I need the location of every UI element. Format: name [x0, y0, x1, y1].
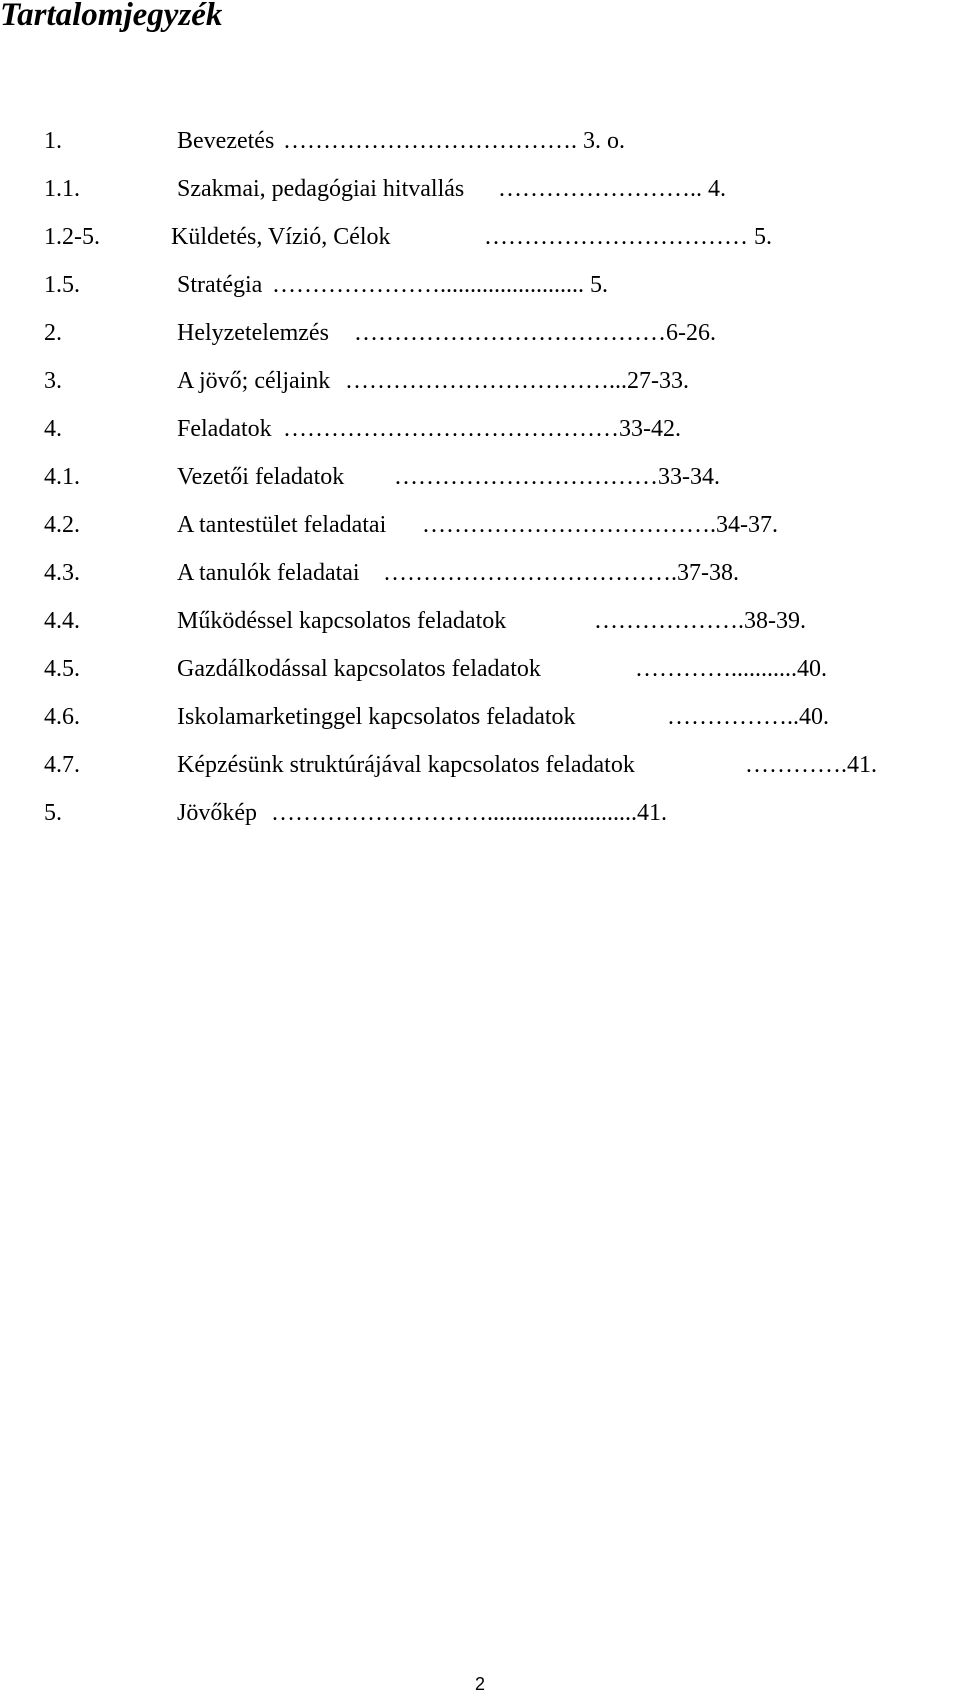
- toc-entry-number: 5.: [44, 800, 62, 826]
- toc-entry-leader: ……………….38-39.: [594, 608, 806, 634]
- toc-entry: [44, 367, 934, 415]
- toc-entry-number: 1.: [44, 128, 62, 154]
- toc-entry-title: Gazdálkodással kapcsolatos feladatok: [177, 656, 541, 682]
- toc-entry-leader: ……………………………….37-38.: [383, 560, 739, 586]
- toc-entry-leader: …………………………………6-26.: [354, 320, 716, 346]
- toc-entry-leader: ……………………….........................41.: [271, 800, 667, 826]
- toc-entry-number: 4.3.: [44, 560, 80, 586]
- toc-entry-number: 4.7.: [44, 752, 80, 778]
- toc-entry: [44, 751, 934, 799]
- toc-entry-leader: ……………………………………33-42.: [283, 416, 681, 442]
- toc-entry: [44, 463, 934, 511]
- toc-entry: [44, 559, 934, 607]
- toc-entry-leader: ……………………………….34-37.: [422, 512, 778, 538]
- toc-entry: [44, 655, 934, 703]
- toc-entry-title: A jövő; céljaink: [177, 368, 331, 394]
- toc-entry-leader: …………...........40.: [635, 656, 827, 682]
- toc-entry: [44, 127, 934, 175]
- toc-entry-title: Helyzetelemzés: [177, 320, 329, 346]
- toc-entry-number: 4.4.: [44, 608, 80, 634]
- toc-entry-number: 2.: [44, 320, 62, 346]
- toc-entry-title: Működéssel kapcsolatos feladatok: [177, 608, 507, 634]
- toc-entry-leader: ………….41.: [745, 752, 877, 778]
- toc-entry-title: Vezetői feladatok: [177, 464, 345, 490]
- toc-entry: [44, 415, 934, 463]
- toc-entry-leader: …………………........................ 5.: [272, 272, 608, 298]
- toc-entry: [44, 607, 934, 655]
- toc-entry-leader: ……………………………33-34.: [394, 464, 720, 490]
- toc-entry-title: Feladatok: [177, 416, 272, 442]
- toc-entry-title: Jövőkép: [177, 800, 257, 826]
- toc-entry-title: A tantestület feladatai: [177, 512, 387, 538]
- toc-entry-title: Képzésünk struktúrájával kapcsolatos feladatok: [177, 752, 635, 778]
- toc-entry: [44, 799, 934, 847]
- table-of-contents: [44, 127, 934, 847]
- toc-entry-number: 4.: [44, 416, 62, 442]
- toc-entry-number: 4.6.: [44, 704, 80, 730]
- toc-entry-number: 1.2-5.: [44, 224, 100, 250]
- toc-entry: [44, 175, 934, 223]
- toc-entry-title: Bevezetés: [177, 128, 275, 154]
- toc-entry-number: 1.5.: [44, 272, 80, 298]
- toc-entry: [44, 511, 934, 559]
- toc-entry-number: 4.2.: [44, 512, 80, 538]
- toc-entry: [44, 223, 934, 271]
- toc-entry-title: Iskolamarketinggel kapcsolatos feladatok: [177, 704, 576, 730]
- toc-entry-title: Küldetés, Vízió, Célok: [171, 224, 391, 250]
- toc-entry-number: 4.5.: [44, 656, 80, 682]
- toc-entry-leader: ………………………………. 3. o.: [283, 128, 625, 154]
- toc-entry-number: 4.1.: [44, 464, 80, 490]
- toc-entry: [44, 703, 934, 751]
- toc-entry-number: 1.1.: [44, 176, 80, 202]
- toc-entry-title: Stratégia: [177, 272, 263, 298]
- toc-entry-title: Szakmai, pedagógiai hitvallás: [177, 176, 465, 202]
- toc-entry-leader: ……………..40.: [667, 704, 829, 730]
- toc-entry-number: 3.: [44, 368, 62, 394]
- toc-entry: [44, 271, 934, 319]
- document-title: Tartalomjegyzék: [0, 0, 223, 33]
- toc-entry-leader: …………………………… 5.: [484, 224, 772, 250]
- page-number: 2: [474, 1674, 485, 1694]
- toc-entry-leader: ……………………………...27-33.: [345, 368, 689, 394]
- toc-entry-leader: …………………….. 4.: [498, 176, 726, 202]
- toc-entry-title: A tanulók feladatai: [177, 560, 360, 586]
- toc-entry: [44, 319, 934, 367]
